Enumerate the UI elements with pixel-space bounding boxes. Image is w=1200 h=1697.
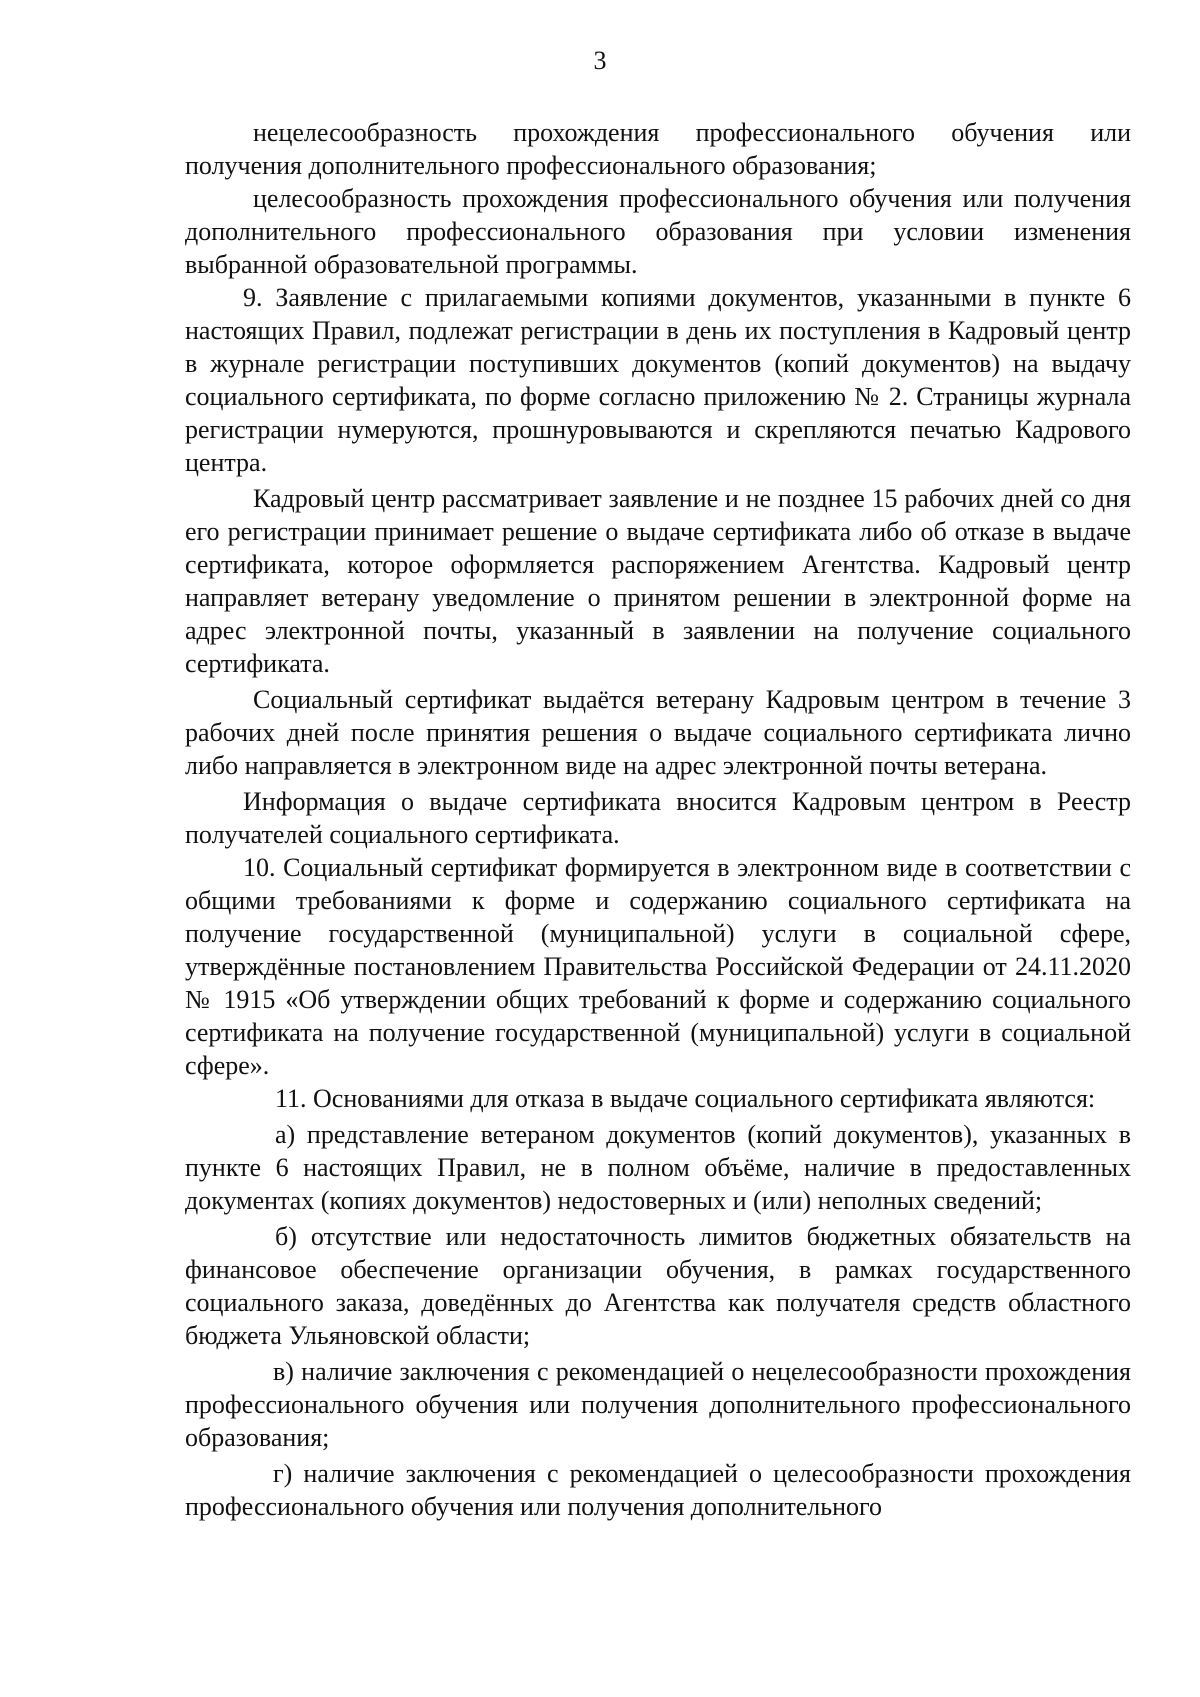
document-body <box>185 116 1131 1523</box>
paragraph-subitem-v: в) наличие заключения с рекомендацией о нецелесообразности прохождения профессионального обучения или получения дополнительного профессионального образования; <box>185 1357 1131 1452</box>
paragraph-inexpediency: нецелесообразность прохождения профессионального обучения или получения дополнительного профессионального образования; <box>185 118 1131 180</box>
paragraph-subitem-g: г) наличие заключения с рекомендацией о целесообразности прохождения профессионального обучения или получения дополнительного <box>185 1459 1131 1521</box>
paragraph-registry: Информация о выдаче сертификата вносится Кадровым центром в Реестр получателей социального сертификата. <box>185 787 1131 849</box>
paragraph-subitem-b: б) отсутствие или недостаточность лимитов бюджетных обязательств на финансовое обеспечение организации обучения, в рамках государственного социального заказа, доведённых до Агентства как получателя средств областного бюджета Ульяновской области; <box>185 1222 1131 1350</box>
paragraph-item-10: 10. Социальный сертификат формируется в электронном виде в соответствии с общими требованиями к форме и содержанию социального сертификата на получение государственной (муниципальной) услуги в социальной сфере, утверждённые постановлением Правительства Российской Федерации от 24.11.2020 № 1915 «Об утверждении общих требований к форме и содержанию социального сертификата на получение государственной (муниципальной) услуги в социальной сфере». <box>185 853 1131 1080</box>
page-number: 3 <box>593 46 607 75</box>
paragraph-review: Кадровый центр рассматривает заявление и не позднее 15 рабочих дней со дня его регистрации принимает решение о выдаче сертификата либо об отказе в выдаче сертификата, которое оформляется распоряжением Агентства. Кадровый центр направляет ветерану уведомление о принятом решении в электронной форме на адрес электронной почты, указанный в заявлении на получение социального сертификата. <box>185 484 1131 678</box>
paragraph-expediency: целесообразность прохождения профессионального обучения или получения дополнительного профессионального образования при условии изменения выбранной образовательной программы. <box>185 184 1131 279</box>
paragraph-subitem-a: а) представление ветераном документов (копий документов), указанных в пункте 6 настоящих Правил, не в полном объёме, наличие в предоставленных документах (копиях документов) недостоверных и (или) неполных сведений; <box>185 1120 1131 1215</box>
paragraph-item-9: 9. Заявление с прилагаемыми копиями документов, указанными в пункте 6 настоящих Правил, подлежат регистрации в день их поступления в Кадровый центр в журнале регистрации поступивших документов (копий документов) на выдачу социального сертификата, по форме согласно приложению № 2. Страницы журнала регистрации нумеруются, прошнуровываются и скрепляются печатью Кадрового центра. <box>185 283 1131 477</box>
paragraph-item-11: 11. Основаниями для отказа в выдаче социального сертификата являются: <box>275 1084 1096 1113</box>
paragraph-issuance: Социальный сертификат выдаётся ветерану Кадровым центром в течение 3 рабочих дней после принятия решения о выдаче социального сертификата лично либо направляется в электронном виде на адрес электронной почты ветерана. <box>185 685 1131 780</box>
